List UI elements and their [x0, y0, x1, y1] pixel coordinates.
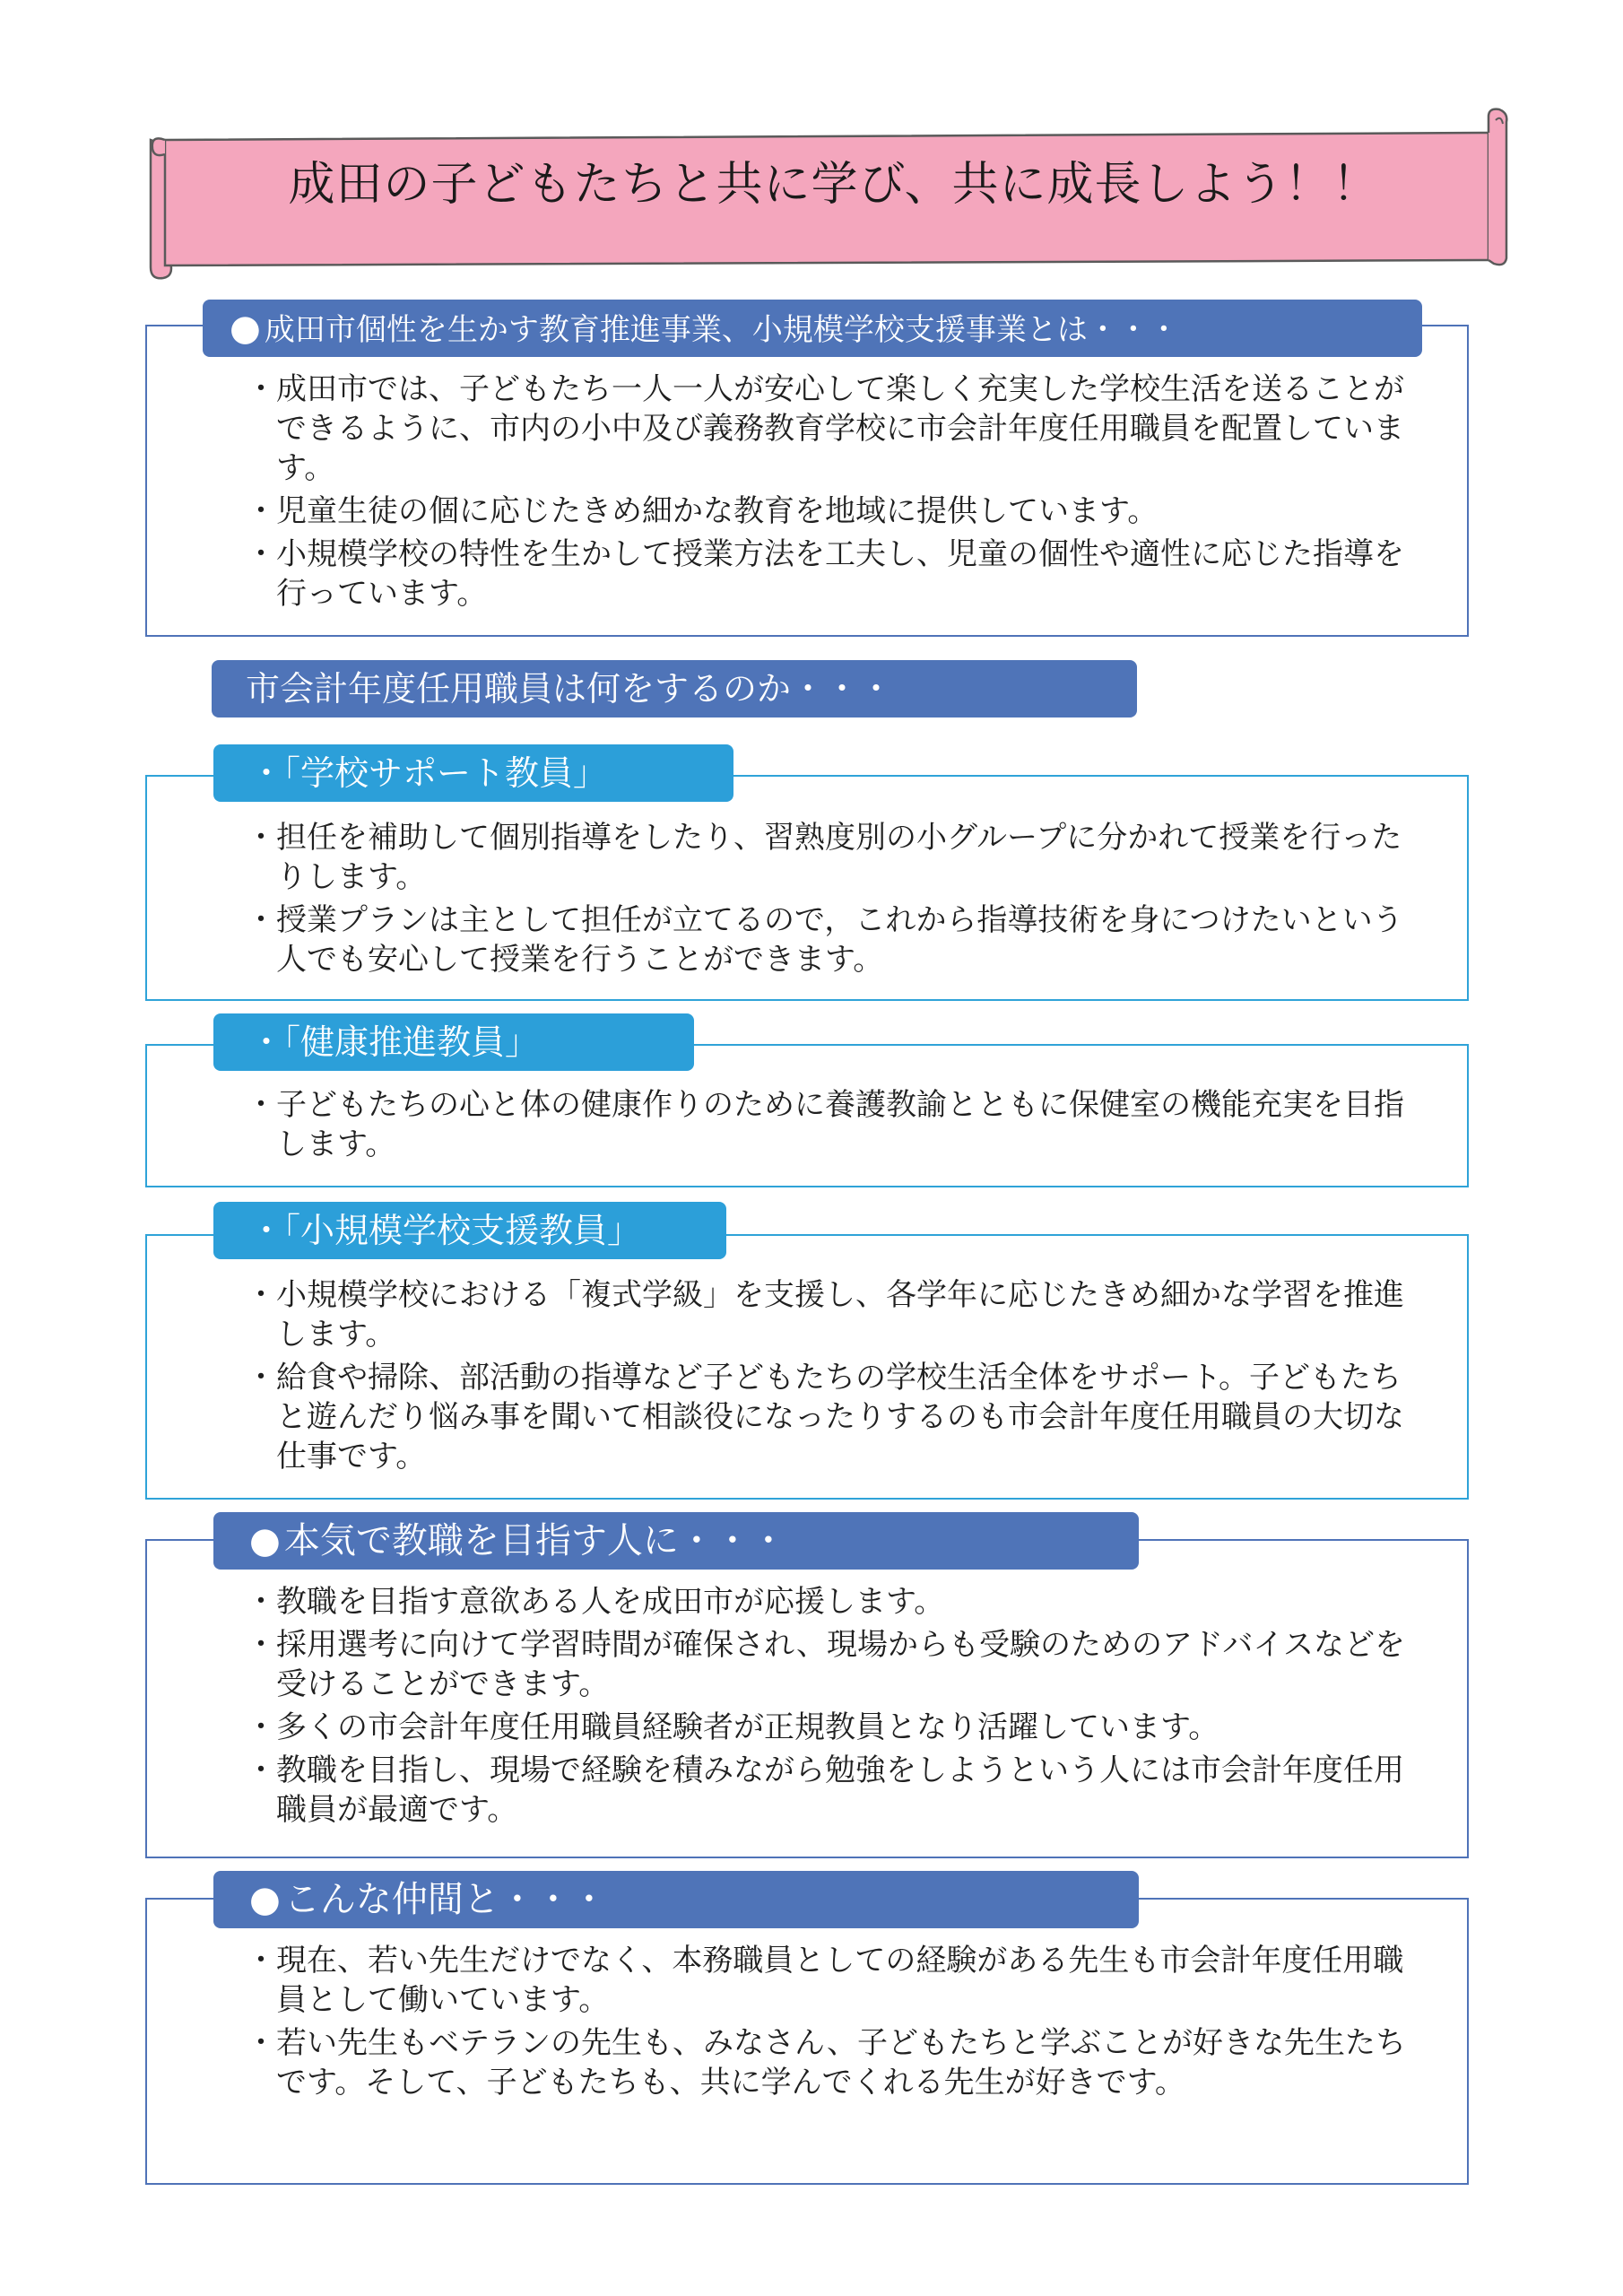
bullet-dot-icon: ●	[249, 1520, 281, 1561]
list-item: ・ 授業プランは主として担任が立てるので，これから指導技術を身につけたいという人でも安心して授業を行うことができます。	[251, 900, 1417, 979]
role-overview-header	[212, 660, 1137, 718]
bullet-dot-icon: ●	[249, 1879, 281, 1920]
list-item: ・ 若い先生もベテランの先生も、みなさん、子どもたちと学ぶことが好きな先生たちです。そして、子どもたちも、共に学んでくれる先生が好きです。	[251, 2023, 1417, 2102]
small-school-teacher-list	[251, 1275, 1417, 1480]
support-teacher-heading: ・「学校サポート教員」	[249, 753, 608, 793]
small-school-teacher-header	[213, 1202, 726, 1259]
list-item: ・ 教職を目指し、現場で経験を積みながら勉強をしようという人には市会計年度任用職員が最適です。	[251, 1751, 1417, 1830]
intro-section-list	[251, 370, 1417, 617]
health-teacher-header	[213, 1013, 694, 1071]
list-item: ・ 採用選考に向けて学習時間が確保され、現場からも受験のためのアドバイスなどを受けることができます。	[251, 1625, 1417, 1704]
role-overview-heading: 市会計年度任用職員は何をするのか・・・	[246, 669, 894, 709]
colleagues-section-heading: こんな仲間と・・・	[283, 1879, 607, 1920]
list-item: ・ 教職を目指す意欲ある人を成田市が応援します。	[251, 1582, 1417, 1622]
health-teacher-heading: ・「健康推進教員」	[249, 1022, 540, 1062]
health-teacher-list	[251, 1085, 1417, 1168]
small-school-teacher-heading: ・「小規模学校支援教員」	[249, 1211, 642, 1250]
list-item: ・ 多くの市会計年度任用職員経験者が正規教員となり活躍しています。	[251, 1708, 1417, 1747]
intro-section-header	[203, 300, 1422, 357]
list-item: ・ 給食や掃除、部活動の指導など子どもたちの学校生活全体をサポート。子どもたちと遊んだり悩み事を聞いて相談役になったりするのも市会計年度任用職員の大切な仕事です。	[251, 1358, 1417, 1476]
bullet-dot-icon: ●	[230, 308, 261, 349]
page-title: 成田の子どもたちと共に学び、共に成長しよう！！	[288, 158, 1380, 212]
support-teacher-list	[251, 818, 1417, 983]
list-item: ・ 子どもたちの心と体の健康作りのために養護教諭とともに保健室の機能充実を目指します。	[251, 1085, 1417, 1164]
title-banner	[143, 108, 1524, 287]
list-item: ・ 小規模学校における「複式学級」を支援し、各学年に応じたきめ細かな学習を推進します。	[251, 1275, 1417, 1354]
list-item: ・ 現在、若い先生だけでなく、本務職員としての経験がある先生も市会計年度任用職員として働いています。	[251, 1941, 1417, 2020]
career-section-list	[251, 1582, 1417, 1833]
colleagues-section-header	[213, 1871, 1139, 1928]
list-item: ・ 成田市では、子どもたち一人一人が安心して楽しく充実した学校生活を送ることができるように、市内の小中及び義務教育学校に市会計年度任用職員を配置しています。	[251, 370, 1417, 488]
colleagues-section-list	[251, 1941, 1417, 2106]
career-section-heading: 本気で教職を目指す人に・・・	[283, 1520, 786, 1561]
support-teacher-header	[213, 744, 733, 802]
list-item: ・ 小規模学校の特性を生かして授業方法を工夫し、児童の個性や適性に応じた指導を行っています。	[251, 535, 1417, 613]
intro-section-heading: 成田市個性を生かす教育推進事業、小規模学校支援事業とは・・・	[264, 312, 1179, 348]
list-item: ・ 児童生徒の個に応じたきめ細かな教育を地域に提供しています。	[251, 491, 1417, 531]
career-section-header	[213, 1512, 1139, 1570]
list-item: ・ 担任を補助して個別指導をしたり、習熟度別の小グループに分かれて授業を行ったりします。	[251, 818, 1417, 897]
